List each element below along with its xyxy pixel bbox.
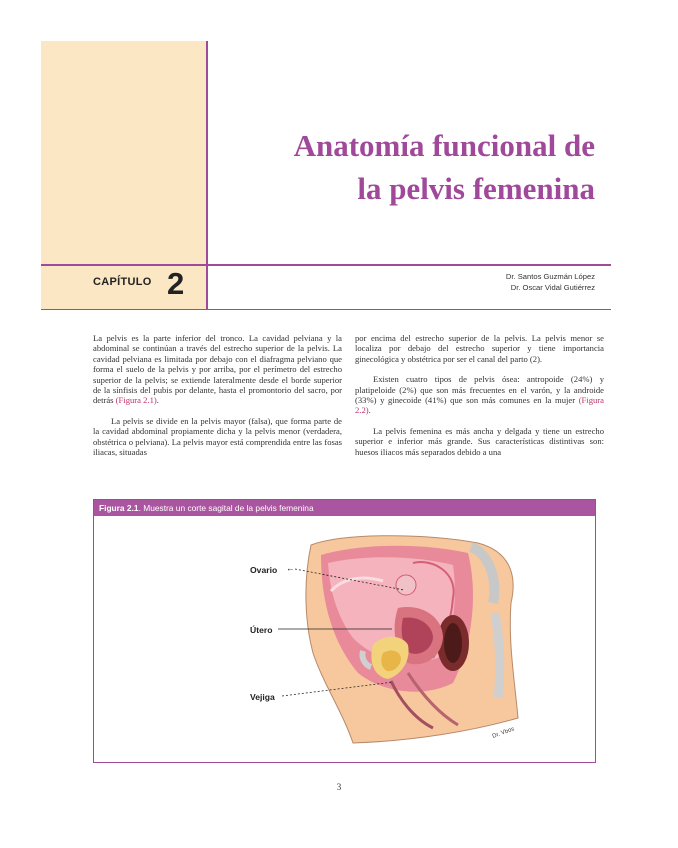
author-1: Dr. Santos Guzmán López xyxy=(505,272,595,281)
chapter-title-line-2: la pelvis femenina xyxy=(357,171,595,206)
paragraph-text: Existen cuatro tipos de pelvis ósea: antropoide (24%) y platipeloide (2%) que son más frecuentes en el varón, y la androide (33%) y ginecoide (41%) que son más comunes en la mujer xyxy=(355,374,604,406)
paragraph-end: . xyxy=(156,395,159,406)
paragraph-text: por encima del estrecho superior de la pelvis. La pelvis menor se localiza por debajo del estrecho superior y tiene importancia ginecológica y obstétrica por ser el canal del parto (2). xyxy=(355,333,604,364)
figure-caption-number: Figura 2.1 xyxy=(99,503,139,513)
figure-caption-text: . Muestra un corte sagital de la pelvis femenina xyxy=(138,503,314,513)
paragraph-end: . xyxy=(368,405,371,416)
chapter-title-line-1: Anatomía funcional de xyxy=(293,128,595,163)
chapter-label: CAPÍTULO xyxy=(93,276,152,288)
ovario-arrow-icon: ← xyxy=(286,563,295,573)
figure-reference-link[interactable]: (Figura 2.2) xyxy=(355,395,604,416)
label-utero: Útero xyxy=(250,625,273,635)
leader-line-vejiga xyxy=(282,682,393,696)
figure-reference-link[interactable]: (Figura 2.1) xyxy=(115,395,157,406)
author-2: Dr. Oscar Vidal Gutiérrez xyxy=(510,283,595,292)
page-number: 3 xyxy=(336,782,342,792)
leader-line-ovario xyxy=(295,569,404,590)
paragraph-text: La pelvis femenina es más ancha y delgada y tiene un estrecho superior e inferior más grande. Sus características distintivas son: huesos iliacos más separados debido a una xyxy=(355,425,604,457)
chapter-number: 2 xyxy=(167,266,185,301)
label-ovario: Ovario xyxy=(250,565,278,575)
paragraph-text: La pelvis es la parte inferior del tronco. La cavidad pelviana y la abdominal se continúan a través del estrecho superior de la pelvis. La cavidad pelviana es limitada por debajo con el diafragma pelviano que forma el suelo de la pelvis y por arriba, por el perímetro del estrecho superior de la pelvis; se extiende lateralmente desde el borde superior de la sínfisis del pubis por delante, hasta el promontorio del sacro, por detrás xyxy=(93,333,342,406)
paragraph-text: La pelvis se divide en la pelvis mayor (falsa), que forma parte de la cavidad abdominal propiamente dicha y la pelvis menor (verdadera, obstétrica o pelviana). La pelvis mayor está comprendida entre las fosas iliacas, situadas xyxy=(93,415,342,458)
illustration-signature: Dr. Vbos xyxy=(491,726,516,740)
label-vejiga: Vejiga xyxy=(250,692,275,702)
